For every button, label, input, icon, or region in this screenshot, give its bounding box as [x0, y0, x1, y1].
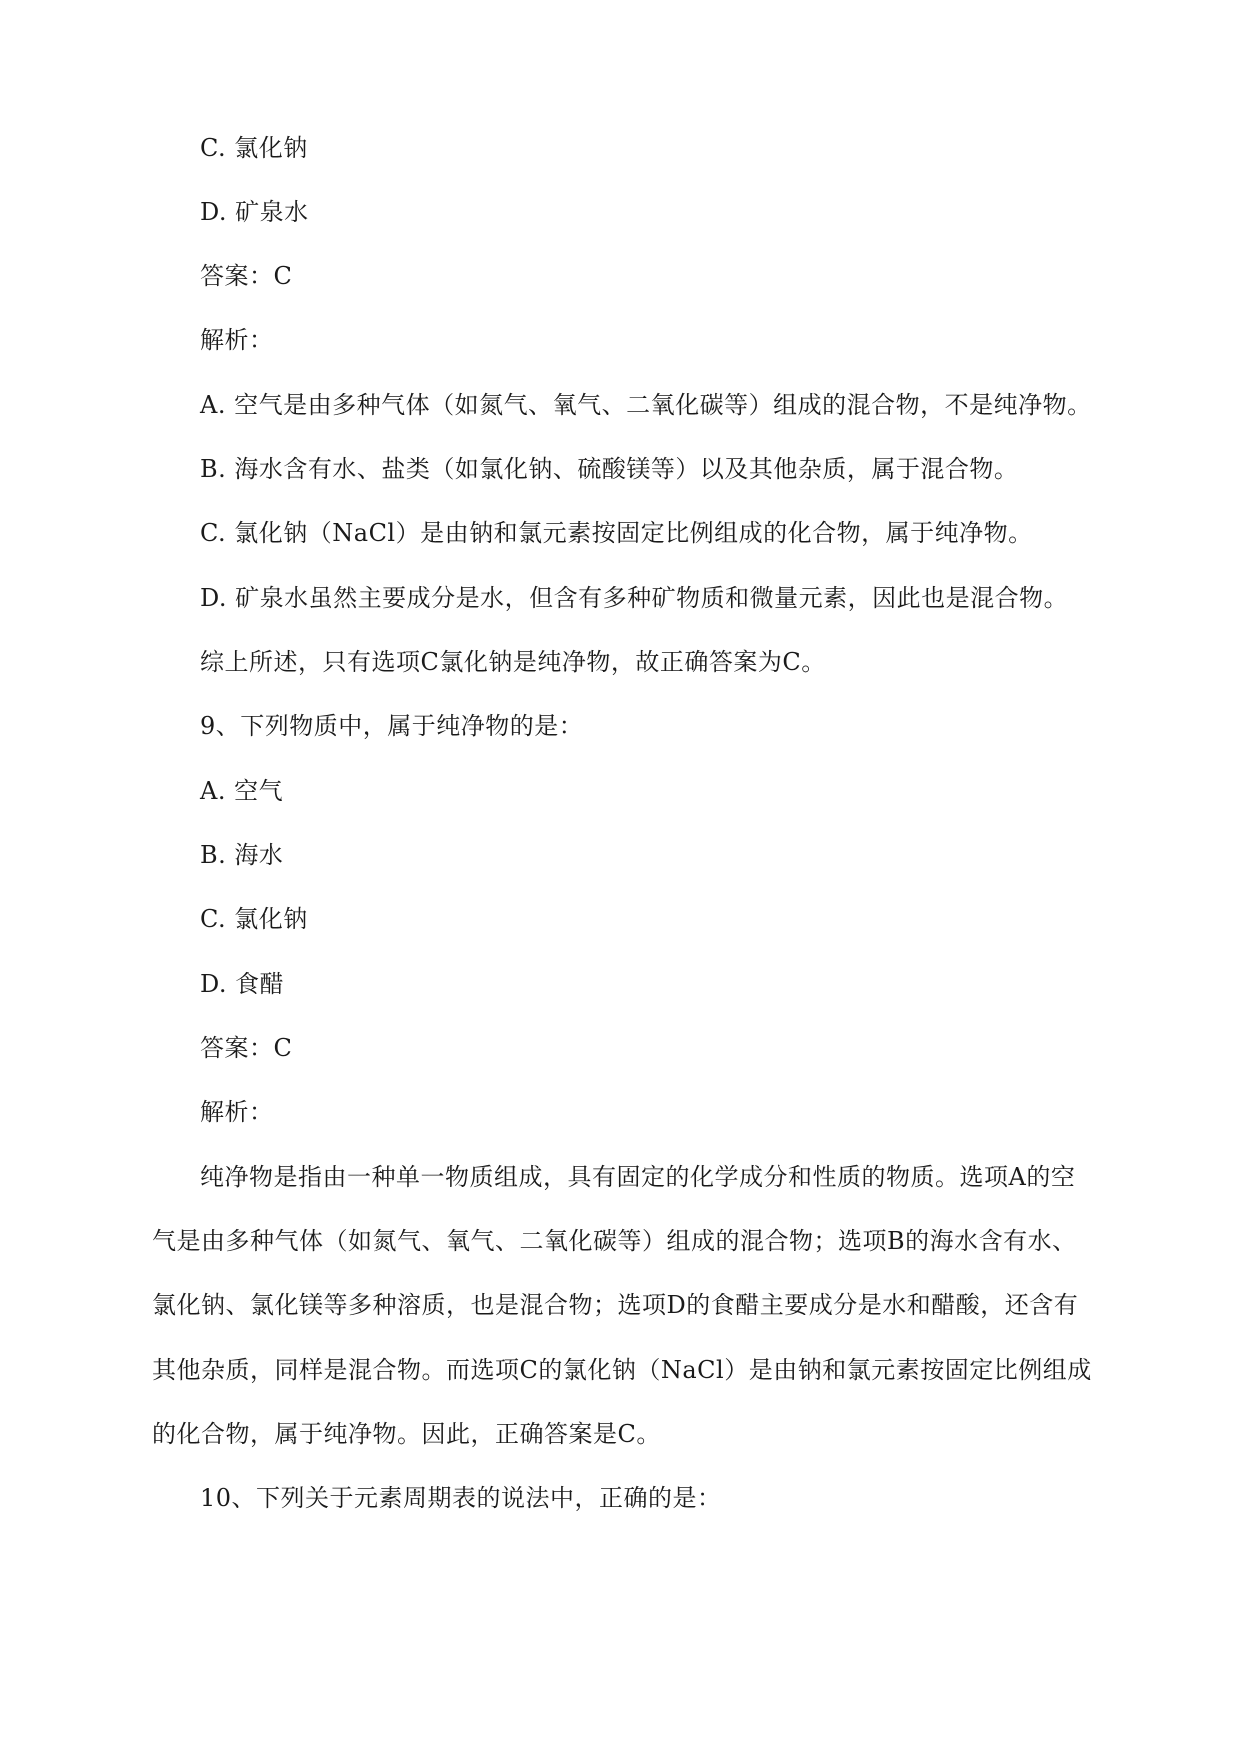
- question-9: 9、下列物质中，属于纯净物的是：: [200, 712, 584, 740]
- analysis-d: D. 矿泉水虽然主要成分是水，但含有多种矿物质和微量元素，因此也是混合物。: [200, 584, 1069, 612]
- question-10: 10、下列关于元素周期表的说法中，正确的是：: [200, 1484, 722, 1512]
- q9-answer-label: 答案：C: [200, 1034, 293, 1062]
- q9-option-b: B. 海水: [200, 841, 284, 869]
- q9-option-a: A. 空气: [200, 777, 284, 805]
- option-d: D. 矿泉水: [200, 198, 309, 226]
- option-c: C. 氯化钠: [200, 134, 308, 162]
- q9-analysis-paragraph-line: 其他杂质，同样是混合物。而选项C的氯化钠（NaCl）是由钠和氯元素按固定比例组成: [152, 1356, 1092, 1384]
- answer-label: 答案：C: [200, 262, 293, 290]
- q9-analysis-paragraph-line: 纯净物是指由一种单一物质组成，具有固定的化学成分和性质的物质。选项A的空: [200, 1163, 1076, 1191]
- summary: 综上所述，只有选项C氯化钠是纯净物，故正确答案为C。: [200, 648, 826, 676]
- q9-analysis-paragraph-line: 氯化钠、氯化镁等多种溶质，也是混合物；选项D的食醋主要成分是水和醋酸，还含有: [152, 1291, 1079, 1319]
- q9-option-d: D. 食醋: [200, 970, 285, 998]
- analysis-a: A. 空气是由多种气体（如氮气、氧气、二氧化碳等）组成的混合物，不是纯净物。: [200, 391, 1092, 419]
- analysis-c: C. 氯化钠（NaCl）是由钠和氯元素按固定比例组成的化合物，属于纯净物。: [200, 519, 1033, 547]
- q9-analysis-label: 解析：: [200, 1098, 274, 1126]
- q9-analysis-paragraph-line: 气是由多种气体（如氮气、氧气、二氧化碳等）组成的混合物；选项B的海水含有水、: [152, 1227, 1077, 1255]
- q9-analysis-paragraph-line: 的化合物，属于纯净物。因此，正确答案是C。: [152, 1420, 661, 1448]
- analysis-label: 解析：: [200, 326, 274, 354]
- q9-option-c: C. 氯化钠: [200, 905, 308, 933]
- analysis-b: B. 海水含有水、盐类（如氯化钠、硫酸镁等）以及其他杂质，属于混合物。: [200, 455, 1019, 483]
